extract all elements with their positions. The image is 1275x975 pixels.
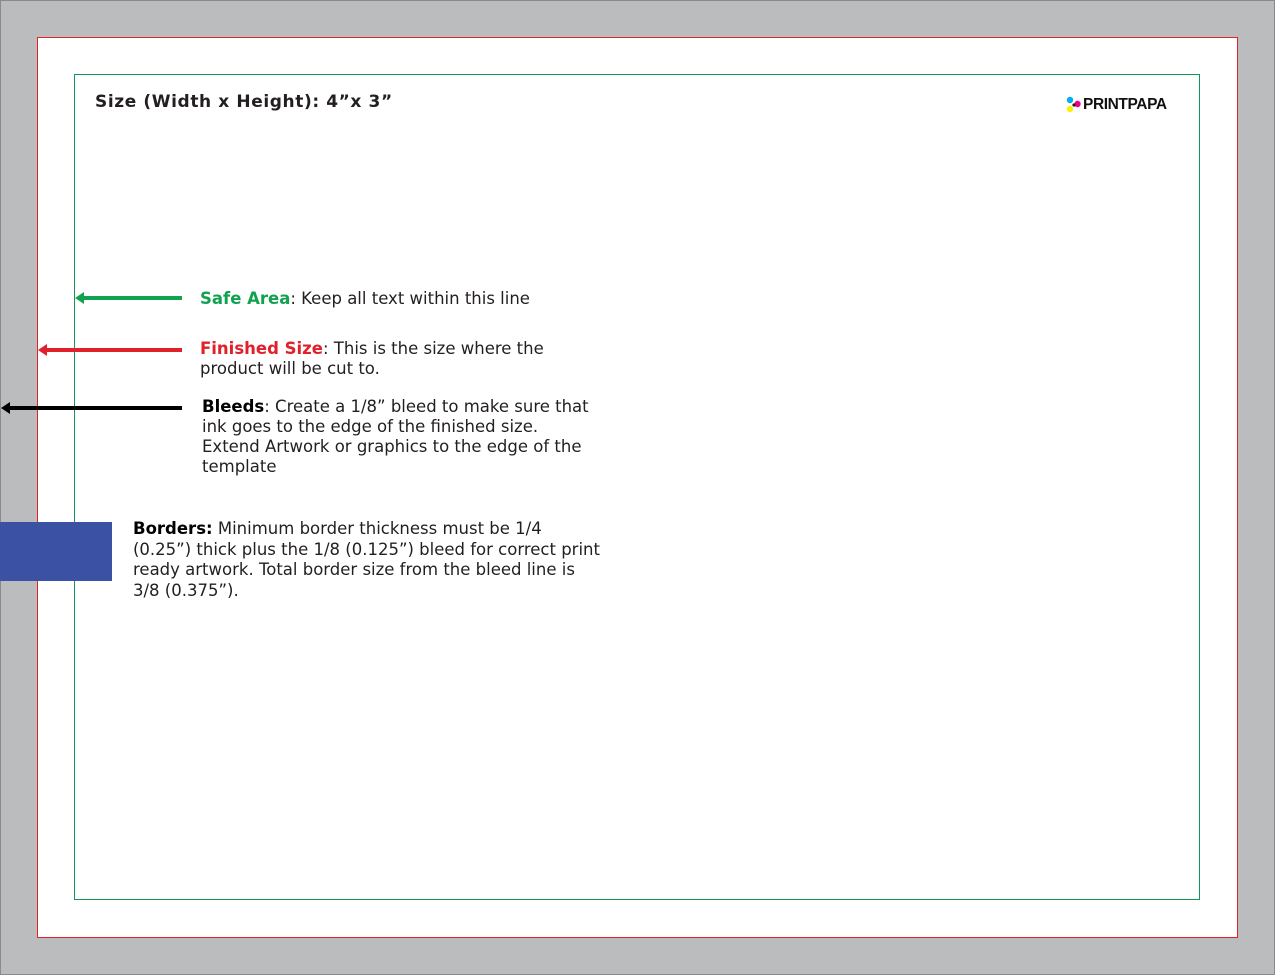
logo-dot-yellow	[1067, 106, 1073, 112]
logo-dot-black	[1072, 103, 1075, 106]
logo-dot-cyan	[1067, 97, 1073, 103]
logo-dots-icon	[1066, 96, 1082, 114]
borders-term: Borders:	[133, 519, 213, 538]
finished-size-text: : This is the size where the product will be cut to.	[200, 339, 544, 378]
logo-dot-magenta	[1074, 101, 1080, 107]
borders-note	[133, 519, 603, 601]
finished-size-arrow-icon	[38, 344, 182, 356]
border-swatch	[0, 522, 112, 581]
safe-area-text: : Keep all text within this line	[290, 289, 530, 308]
logo-text: PRINTPAPA	[1083, 96, 1167, 113]
safe-area-term: Safe Area	[200, 289, 291, 308]
safe-area-arrow-icon	[75, 292, 182, 304]
bleeds-note	[202, 397, 597, 477]
bleeds-term: Bleeds	[202, 397, 265, 416]
finished-size-term: Finished Size	[200, 339, 323, 358]
printpapa-logo	[1066, 96, 1167, 114]
template-size-label: Size (Width x Height): 4”x 3”	[95, 92, 393, 112]
bleeds-text: : Create a 1/8” bleed to make sure that ink goes to the edge of the finished size. Extend Artwork or graphics to the edge of the template	[202, 397, 589, 476]
safe-area-note	[200, 289, 530, 309]
borders-text: Minimum border thickness must be 1/4 (0.25”) thick plus the 1/8 (0.125”) bleed for correct print ready artwork. Total border size from the bleed line is 3/8 (0.375”).	[133, 519, 600, 600]
bleeds-arrow-icon	[1, 402, 182, 414]
finished-size-note	[200, 339, 580, 379]
safe-area	[74, 74, 1200, 900]
